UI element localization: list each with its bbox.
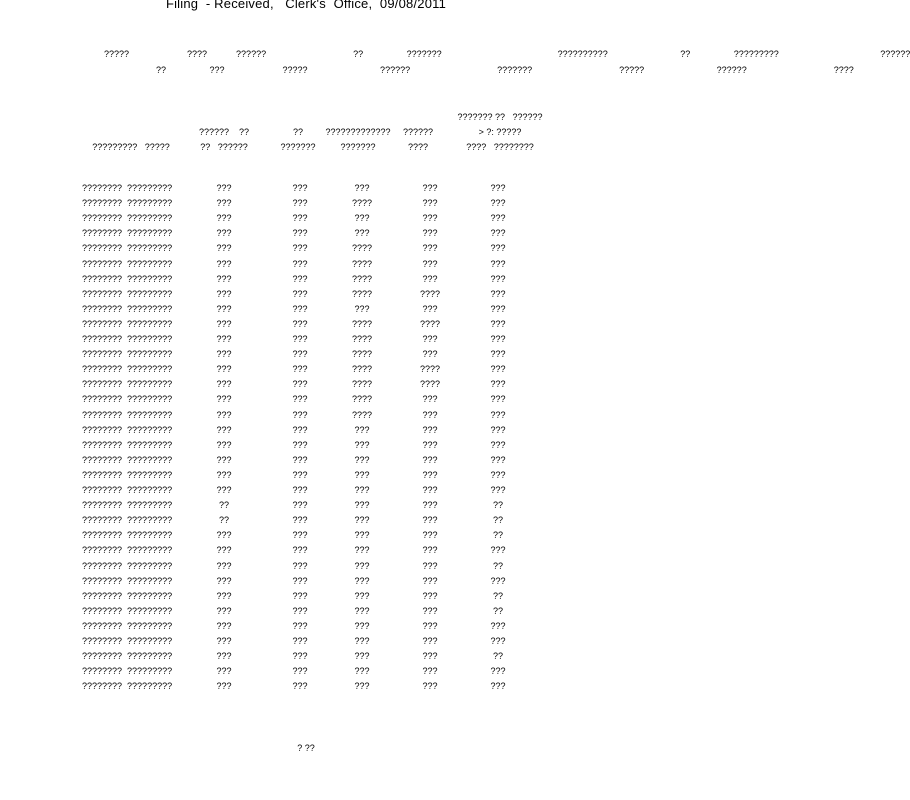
table-row (0, 530, 612, 545)
table-cell-col-6: ??? (490, 666, 506, 677)
table-cell-col-6: ??? (490, 318, 506, 329)
table-cell-col-6: ?? (492, 515, 503, 526)
table-row (0, 289, 612, 304)
table-cell-col-1: ???????? ????????? (82, 349, 173, 360)
table-cell-col-4: ??? (354, 530, 370, 541)
table-cell-col-2: ??? (216, 228, 232, 239)
table-cell-col-6: ??? (490, 636, 506, 646)
column-header-6: ??????? ?? ?????? > ?: ????? ???? ???????? (457, 112, 543, 152)
table-cell-col-6: ??? (490, 213, 506, 224)
table-cell-col-6: ??? (490, 349, 506, 360)
table-cell-col-3: ??? (292, 394, 308, 405)
table-row (0, 319, 612, 334)
table-cell-col-4: ??? (354, 424, 370, 435)
table-cell-col-1: ???????? ????????? (82, 243, 173, 254)
table-row (0, 198, 612, 213)
table-cell-col-6: ?? (492, 530, 503, 541)
table-cell-col-5: ??? (422, 213, 438, 224)
table-cell-col-4: ???? (351, 364, 373, 375)
table-cell-col-2: ??? (216, 469, 232, 480)
table-cell-col-5: ??? (422, 530, 438, 541)
table-row (0, 561, 612, 576)
table-cell-col-5: ??? (422, 575, 438, 586)
table-cell-col-2: ??? (216, 681, 232, 692)
column-header-3: ?? ??????? (280, 127, 316, 152)
table-row (0, 274, 612, 289)
table-row (0, 364, 612, 379)
table-cell-col-6: ?? (492, 590, 503, 601)
table-cell-col-6: ??? (490, 273, 506, 284)
table-row (0, 666, 612, 681)
table-cell-col-3: ??? (292, 651, 308, 662)
table-row (0, 425, 612, 440)
table-cell-col-3: ??? (292, 243, 308, 254)
table-cell-col-6: ?? (492, 500, 503, 511)
table-cell-col-1: ???????? ????????? (82, 560, 173, 571)
table-cell-col-3: ??? (292, 424, 308, 435)
table-cell-col-6: ?? (492, 560, 503, 571)
table-cell-col-2: ??? (216, 620, 232, 631)
table-cell-col-3: ??? (292, 288, 308, 299)
table-cell-col-2: ??? (216, 590, 232, 601)
table-cell-col-6: ??? (490, 575, 506, 586)
table-row (0, 515, 612, 530)
table-row (0, 500, 612, 515)
table-cell-col-1: ???????? ????????? (82, 530, 173, 541)
table-cell-col-5: ???? (419, 364, 441, 375)
table-cell-col-1: ???????? ????????? (82, 303, 173, 314)
table-cell-col-1: ???????? ????????? (82, 485, 173, 495)
table-cell-col-5: ??? (422, 303, 438, 314)
table-cell-col-6: ??? (490, 485, 506, 495)
table-cell-col-4: ??? (354, 681, 370, 692)
table-cell-col-6: ??? (490, 198, 506, 209)
page-header: Filing - Received, Clerk's Office, 09/08/2011 (165, 0, 447, 11)
table-cell-col-1: ???????? ????????? (82, 213, 173, 224)
table-cell-col-6: ?? (492, 605, 503, 616)
table-cell-col-6: ??? (490, 303, 506, 314)
table-cell-col-2: ??? (216, 288, 232, 299)
table-cell-col-3: ??? (292, 334, 308, 344)
table-cell-col-4: ??? (354, 439, 370, 450)
table-cell-col-4: ???? (351, 288, 373, 299)
table-cell-col-4: ??? (354, 485, 370, 495)
table-cell-col-5: ??? (422, 439, 438, 450)
table-row (0, 455, 612, 470)
table-cell-col-4: ???? (351, 258, 373, 269)
table-cell-col-3: ??? (292, 485, 308, 495)
table-cell-col-6: ??? (490, 409, 506, 420)
table-cell-col-1: ???????? ????????? (82, 590, 173, 601)
table-cell-col-6: ??? (490, 620, 506, 631)
table-cell-col-2: ??? (216, 258, 232, 269)
table-row (0, 259, 612, 274)
table-cell-col-1: ???????? ????????? (82, 183, 173, 193)
table-cell-col-4: ??? (354, 651, 370, 662)
table-cell-col-5: ??? (422, 349, 438, 360)
table-cell-col-6: ??? (490, 228, 506, 239)
table-cell-col-6: ??? (490, 364, 506, 375)
table-cell-col-1: ???????? ????????? (82, 636, 173, 646)
table-cell-col-2: ?? (218, 500, 229, 511)
table-cell-col-6: ??? (490, 545, 506, 556)
table-cell-col-1: ???????? ????????? (82, 394, 173, 405)
table-row (0, 576, 612, 591)
table-row (0, 485, 612, 500)
table-cell-col-5: ???? (419, 318, 441, 329)
table-cell-col-5: ??? (422, 500, 438, 511)
table-cell-col-5: ??? (422, 681, 438, 692)
table-cell-col-4: ???? (351, 349, 373, 360)
table-cell-col-5: ??? (422, 636, 438, 646)
table-cell-col-3: ??? (292, 681, 308, 692)
table-cell-col-4: ??? (354, 469, 370, 480)
table-cell-col-1: ???????? ????????? (82, 258, 173, 269)
table-row (0, 410, 612, 425)
table-row (0, 591, 612, 606)
table-cell-col-3: ??? (292, 183, 308, 193)
table-cell-col-2: ??? (216, 273, 232, 284)
document-title-line-2: ?? ??? ????? ?????? ??????? ????? ?????? ???? (156, 65, 854, 75)
table-cell-col-1: ???????? ????????? (82, 364, 173, 375)
table-cell-col-1: ???????? ????????? (82, 651, 173, 662)
table-cell-col-3: ??? (292, 636, 308, 646)
table-cell-col-2: ??? (216, 213, 232, 224)
table-cell-col-1: ???????? ????????? (82, 545, 173, 556)
table-cell-col-4: ??? (354, 605, 370, 616)
table-cell-col-4: ???? (351, 243, 373, 254)
table-cell-col-6: ??? (490, 681, 506, 692)
table-cell-col-5: ??? (422, 228, 438, 239)
table-cell-col-1: ???????? ????????? (82, 575, 173, 586)
table-cell-col-4: ???? (351, 409, 373, 420)
column-header-5: ?????? ???? (402, 127, 434, 152)
table-cell-col-6: ??? (490, 243, 506, 254)
table-cell-col-4: ???? (351, 334, 373, 344)
table-cell-col-1: ???????? ????????? (82, 409, 173, 420)
table-cell-col-5: ??? (422, 198, 438, 209)
table-row (0, 379, 612, 394)
table-cell-col-4: ??? (354, 560, 370, 571)
table-row (0, 243, 612, 258)
table-cell-col-2: ??? (216, 424, 232, 435)
table-cell-col-3: ??? (292, 590, 308, 601)
table-cell-col-5: ??? (422, 590, 438, 601)
table-cell-col-1: ???????? ????????? (82, 454, 173, 465)
table-cell-col-5: ??? (422, 424, 438, 435)
table-cell-col-6: ??? (490, 424, 506, 435)
table-cell-col-5: ??? (422, 409, 438, 420)
table-row (0, 470, 612, 485)
table-cell-col-2: ?? (218, 515, 229, 526)
column-header-1: ????????? ????? (92, 142, 170, 152)
column-header-4: ????????????? ??????? (325, 127, 391, 152)
table-cell-col-1: ???????? ????????? (82, 288, 173, 299)
table-cell-col-6: ??? (490, 258, 506, 269)
column-header-2: ?????? ?? ?? ?????? (198, 127, 250, 152)
table-cell-col-5: ??? (422, 454, 438, 465)
table-cell-col-1: ???????? ????????? (82, 605, 173, 616)
table-cell-col-2: ??? (216, 394, 232, 405)
table-cell-col-4: ??? (354, 666, 370, 677)
page-number: ? ?? (297, 743, 315, 753)
table-cell-col-1: ???????? ????????? (82, 515, 173, 526)
table-cell-col-1: ???????? ????????? (82, 500, 173, 511)
table-row (0, 636, 612, 651)
table-cell-col-5: ??? (422, 651, 438, 662)
table-cell-col-2: ??? (216, 409, 232, 420)
table-cell-col-1: ???????? ????????? (82, 666, 173, 677)
table-cell-col-1: ???????? ????????? (82, 198, 173, 209)
table-cell-col-6: ??? (490, 454, 506, 465)
table-cell-col-5: ??? (422, 258, 438, 269)
table-cell-col-3: ??? (292, 273, 308, 284)
table-cell-col-3: ??? (292, 198, 308, 209)
table-cell-col-3: ??? (292, 500, 308, 511)
table-cell-col-5: ??? (422, 485, 438, 495)
table-cell-col-1: ???????? ????????? (82, 318, 173, 329)
table-cell-col-5: ??? (422, 515, 438, 526)
table-cell-col-3: ??? (292, 545, 308, 556)
table-cell-col-2: ??? (216, 364, 232, 375)
table-cell-col-5: ??? (422, 469, 438, 480)
table-cell-col-2: ??? (216, 198, 232, 209)
table-cell-col-4: ??? (354, 500, 370, 511)
table-row (0, 183, 612, 198)
table-cell-col-5: ??? (422, 243, 438, 254)
table-cell-col-1: ???????? ????????? (82, 379, 173, 390)
table-row (0, 213, 612, 228)
table-row (0, 334, 612, 349)
table-cell-col-3: ??? (292, 469, 308, 480)
table-cell-col-2: ??? (216, 636, 232, 646)
table-cell-col-2: ??? (216, 605, 232, 616)
table-cell-col-2: ??? (216, 651, 232, 662)
table-cell-col-6: ??? (490, 439, 506, 450)
table-cell-col-3: ??? (292, 364, 308, 375)
table-cell-col-6: ??? (490, 183, 506, 193)
table-cell-col-4: ??? (354, 515, 370, 526)
table-cell-col-2: ??? (216, 666, 232, 677)
table-cell-col-4: ??? (354, 590, 370, 601)
table-cell-col-4: ???? (351, 318, 373, 329)
table-row (0, 349, 612, 364)
table-cell-col-1: ???????? ????????? (82, 620, 173, 631)
table-cell-col-2: ??? (216, 485, 232, 495)
table-cell-col-4: ???? (351, 394, 373, 405)
table-cell-col-4: ??? (354, 183, 370, 193)
table-row (0, 545, 612, 560)
table-cell-col-5: ??? (422, 273, 438, 284)
table-cell-col-1: ???????? ????????? (82, 228, 173, 239)
table-cell-col-2: ??? (216, 545, 232, 556)
table-cell-col-4: ??? (354, 213, 370, 224)
table-cell-col-4: ???? (351, 379, 373, 390)
table-cell-col-4: ??? (354, 228, 370, 239)
table-cell-col-3: ??? (292, 379, 308, 390)
table-row (0, 228, 612, 243)
table-cell-col-3: ??? (292, 213, 308, 224)
table-cell-col-2: ??? (216, 379, 232, 390)
table-cell-col-1: ???????? ????????? (82, 273, 173, 284)
table-cell-col-3: ??? (292, 666, 308, 677)
table-cell-col-3: ??? (292, 409, 308, 420)
table-cell-col-3: ??? (292, 439, 308, 450)
table-cell-col-2: ??? (216, 439, 232, 450)
table-row (0, 651, 612, 666)
table-cell-col-3: ??? (292, 560, 308, 571)
table-cell-col-3: ??? (292, 515, 308, 526)
table-cell-col-3: ??? (292, 318, 308, 329)
table-row (0, 304, 612, 319)
table-cell-col-3: ??? (292, 228, 308, 239)
table-cell-col-4: ???? (351, 273, 373, 284)
table-row (0, 621, 612, 636)
table-cell-col-4: ???? (351, 198, 373, 209)
table-cell-col-1: ???????? ????????? (82, 439, 173, 450)
table-cell-col-2: ??? (216, 454, 232, 465)
table-cell-col-2: ??? (216, 334, 232, 344)
table-cell-col-2: ??? (216, 318, 232, 329)
table-cell-col-5: ??? (422, 334, 438, 344)
table-cell-col-2: ??? (216, 530, 232, 541)
table-row (0, 440, 612, 455)
table-cell-col-5: ??? (422, 620, 438, 631)
table-cell-col-4: ??? (354, 454, 370, 465)
table-row (0, 681, 612, 696)
table-cell-col-1: ???????? ????????? (82, 681, 173, 692)
table-cell-col-1: ???????? ????????? (82, 424, 173, 435)
table-cell-col-4: ??? (354, 303, 370, 314)
table-cell-col-3: ??? (292, 258, 308, 269)
table-cell-col-5: ??? (422, 394, 438, 405)
table-cell-col-3: ??? (292, 605, 308, 616)
table-cell-col-6: ??? (490, 394, 506, 405)
table-cell-col-3: ??? (292, 454, 308, 465)
table-cell-col-4: ??? (354, 545, 370, 556)
table-cell-col-2: ??? (216, 560, 232, 571)
table-cell-col-3: ??? (292, 575, 308, 586)
document-title-line-1: ????? ???? ?????? ?? ??????? ?????????? ?? ????????? ?????? (104, 49, 910, 59)
table-cell-col-5: ??? (422, 560, 438, 571)
table-cell-col-6: ??? (490, 379, 506, 390)
table-cell-col-4: ??? (354, 636, 370, 646)
table-cell-col-5: ??? (422, 183, 438, 193)
table-cell-col-3: ??? (292, 620, 308, 631)
table-cell-col-6: ??? (490, 334, 506, 344)
table-cell-col-3: ??? (292, 303, 308, 314)
table-cell-col-4: ??? (354, 575, 370, 586)
table-cell-col-2: ??? (216, 183, 232, 193)
table-cell-col-5: ??? (422, 605, 438, 616)
table-cell-col-5: ??? (422, 666, 438, 677)
table-cell-col-2: ??? (216, 575, 232, 586)
table-cell-col-4: ??? (354, 620, 370, 631)
table-cell-col-2: ??? (216, 303, 232, 314)
table-cell-col-1: ???????? ????????? (82, 469, 173, 480)
table-cell-col-1: ???????? ????????? (82, 334, 173, 344)
table-row (0, 394, 612, 409)
table-cell-col-3: ??? (292, 349, 308, 360)
table-cell-col-2: ??? (216, 349, 232, 360)
table-row (0, 606, 612, 621)
table-cell-col-5: ???? (419, 379, 441, 390)
table-cell-col-3: ??? (292, 530, 308, 541)
table-cell-col-6: ??? (490, 288, 506, 299)
table-cell-col-6: ??? (490, 469, 506, 480)
table-cell-col-5: ???? (419, 288, 441, 299)
table-cell-col-5: ??? (422, 545, 438, 556)
table-cell-col-6: ?? (492, 651, 503, 662)
table-cell-col-2: ??? (216, 243, 232, 254)
